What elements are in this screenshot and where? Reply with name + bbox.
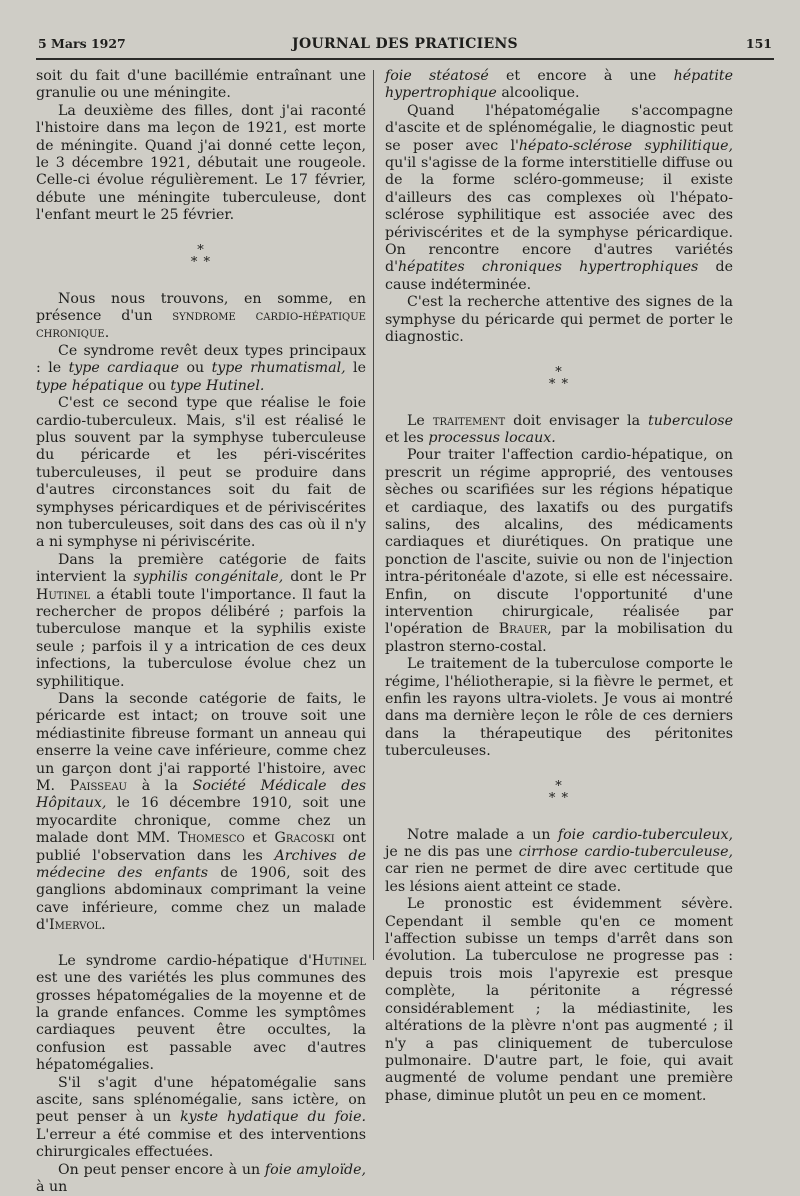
- header-journal-title: JOURNAL DES PRATICIENS: [292, 36, 518, 52]
- paragraph: soit du fait d'une bacillémie entraînant une granulie ou une méningite.: [36, 68, 366, 102]
- paragraph: On peut penser encore à un foie amyloïde, à un: [36, 1161, 366, 1195]
- header-page-number: 151: [745, 36, 772, 51]
- paragraph: C'est ce second type que réalise le foie cardio-tuberculeux. Mais, s'il est réalisé le plus souvent par la symphyse tuberculeuse du péricarde et les péri-viscérites tuberculeuses, il peut se produire dans d'autres circonstances soit du fait de symphyses péricardiques et de périviscérites non tuberculeuses, soit dans des cas où il n'y a ni symphyse ni périviscérite.: [36, 395, 366, 551]
- paragraph: S'il s'agit d'une hépatomégalie sans ascite, sans splénomégalie, sans ictère, on peut penser à un kyste hydatique du foie. L'erreur a été commise et des interventions chirurgicales effectuées.: [36, 1074, 366, 1161]
- header-rule: [36, 58, 774, 60]
- paragraph: Dans la seconde catégorie de faits, le péricarde est intact; on trouve soit une médiastinite fibreuse formant un anneau qui enserre la veine cave inférieure, comme chez un garçon dont j'ai rapporté l'histoire, avec M. Paisseau à la Société Médicale des Hôpitaux, le 16 décembre 1910, soit une myocardite chronique, comme chez un malade dont MM. Thomesco et Gracoski ont publié l'observation dans les Archives de médecine des enfants de 1906, soit des ganglions abdominaux comprimant la veine cave inférieure, comme chez un malade d'Imervol.: [36, 691, 367, 934]
- paragraph: Le pronostic est évidemment sévère. Cependant il semble qu'en ce moment l'affection subisse un temps d'arrêt dans son évolution. La tuberculose ne progresse pas : depuis trois mois l'apyrexie est presque complète, la péritonite a régressé considérablement ; la médiastinite, les altérations de la plèvre n'ont pas augmenté ; il n'y a pas cliniquement de tuberculose pulmonaire. D'autre part, le foie, qui avait augmenté de volume pendant une première phase, diminue plutôt un peu en ce moment.: [385, 896, 733, 1104]
- right-column: [385, 68, 733, 1105]
- paragraph: Dans la première catégorie de faits intervient la syphilis congénitale, dont le Pr Hutinel a établi toute l'importance. Il faut la rechercher de propos délibéré ; parfois la tuberculose manque et la syphilis existe seule ; parfois il y a intrication de ces deux infections, la tuberculose évolue chez un syphilitique.: [36, 551, 366, 690]
- paragraph: Quand l'hépatomégalie s'accompagne d'ascite et de splénomégalie, le diagnostic peut se poser avec l'hépato-sclérose syphilitique, qu'il s'agisse de la forme interstitielle diffuse ou de la forme scléro-gommeuse; il existe d'ailleurs des cas complexes où l'hépato-sclérose syphilitique est associée avec des périviscérites et de la symphyse péricardique. On rencontre encore d'autres variétés d'hépatites chroniques hypertrophiques de cause indéterminée.: [385, 102, 733, 293]
- left-column: [36, 68, 366, 1196]
- paragraph: Le traitement de la tuberculose comporte le régime, l'héliotherapie, si la fièvre le permet, et enfin les rayons ultra-violets. Je vous ai montré dans ma dernière leçon le rôle de ces derniers dans la thérapeutique des péritonites tuberculeuses.: [385, 656, 733, 760]
- paragraph: Le traitement doit envisager la tuberculose et les processus locaux.: [385, 412, 733, 446]
- section-ornament: * * *: [548, 364, 570, 392]
- paragraph: Ce syndrome revêt deux types principaux : le type cardiaque ou type rhumatismal, le type hépatique ou type Hutinel.: [36, 342, 366, 394]
- paragraph: Le syndrome cardio-hépatique d'Hutinel est une des variétés les plus communes des grosses hépatomégalies de la moyenne et de la grande enfances. Comme les symptômes cardiaques peuvent être occultes, la confusion est passable avec d'autres hépatomégalies.: [36, 952, 366, 1074]
- paragraph: Notre malade a un foie cardio-tuberculeux, je ne dis pas une cirrhose cardio-tuberculeuse, car rien ne permet de dire avec certitude que les lésions aient atteint ce stade.: [385, 826, 733, 895]
- paragraph: Pour traiter l'affection cardio-hépatique, on prescrit un régime approprié, des ventouses sèches ou scarifiées sur les régions hépatique et cardiaque, des laxatifs ou des purgatifs salins, des alcalins, des médicaments cardiaques et diurétiques. On pratique une ponction de l'ascite, suivie ou non de l'injection intra-péritonéale d'azote, si elle est nécessaire. Enfin, on discute l'opportunité d'une intervention chirurgicale, réalisée par l'opération de Brauer, par la mobilisation du plastron sterno-costal.: [385, 447, 733, 655]
- running-header: [38, 36, 772, 56]
- paragraph: Nous nous trouvons, en somme, en présence d'un syndrome cardio-hépatique chronique.: [36, 290, 366, 342]
- header-date: 5 Mars 1927: [38, 36, 126, 51]
- paragraph: C'est la recherche attentive des signes de la symphyse du péricarde qui permet de porter le diagnostic.: [385, 294, 733, 346]
- paragraph: foie stéatosé et encore à une hépatite hypertrophique alcoolique.: [385, 68, 733, 102]
- column-divider: [373, 70, 374, 960]
- paragraph: La deuxième des filles, dont j'ai raconté l'histoire dans ma leçon de 1921, est morte de méningite. Quand j'ai donné cette leçon, le 3 décembre 1921, débutait une rougeole. Celle-ci évolue régulièrement. Le 17 février, débute une méningite tuberculeuse, dont l'enfant meurt le 25 février.: [36, 102, 366, 224]
- section-ornament: * * *: [190, 242, 212, 270]
- section-ornament: * * *: [548, 778, 570, 806]
